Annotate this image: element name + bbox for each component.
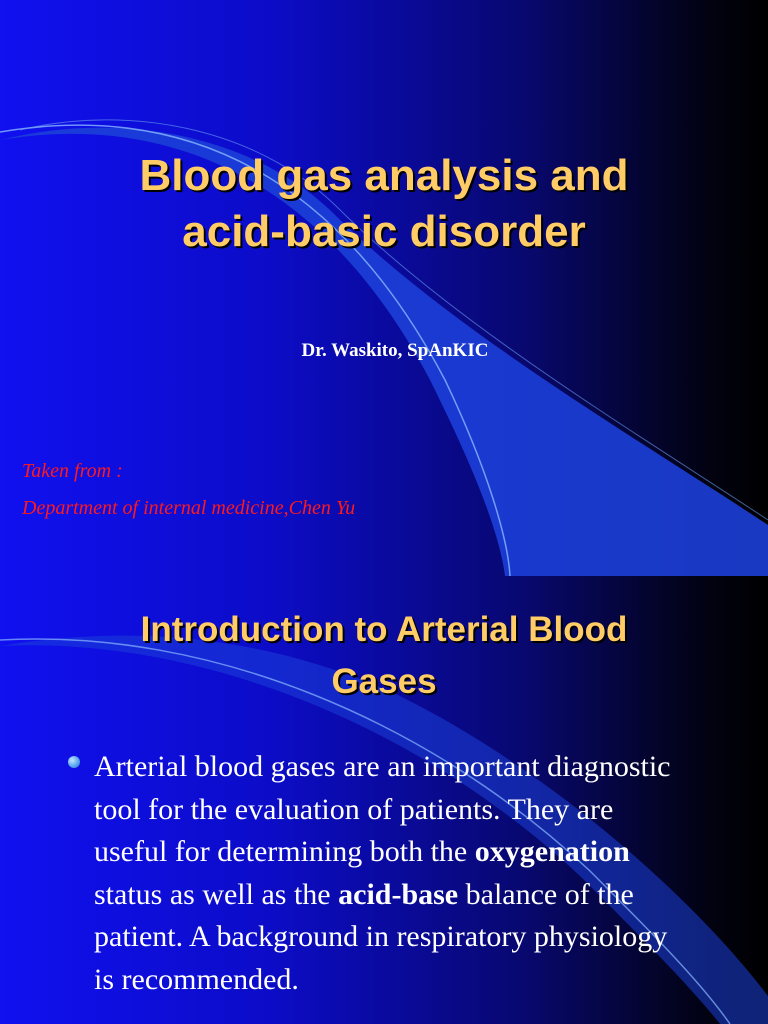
slide-2-title-line-2: Gases [331, 662, 437, 701]
slide-1-title-line-2: acid-basic disorder [182, 207, 586, 256]
author-name: Dr. Waskito, SpAnKIC [301, 340, 489, 361]
slide-2-title-line-1: Introduction to Arterial Blood [140, 610, 628, 649]
slide-2-title [0, 604, 768, 708]
bullet-dot-icon [68, 756, 80, 768]
bullet-text-1: Arterial blood gases are an important diagnostic tool for the evaluation of patients. They are useful for determining both the [94, 750, 671, 868]
credit-source-department: Department of internal medicine,Chen Yu [22, 497, 356, 519]
slide-1-title [0, 148, 768, 260]
bullet-bold-acid-base: acid-base [338, 877, 459, 911]
slide-1-title-line-1: Blood gas analysis and [139, 151, 629, 200]
bullet-text-2: status as well as the [94, 877, 339, 911]
bullet-paragraph [94, 746, 694, 1001]
slide-2 [0, 576, 768, 1024]
bullet-text-3: balance of the patient. A background in respiratory physiology is recommended. [94, 877, 668, 996]
bullet-bold-oxygenation: oxygenation [474, 835, 630, 868]
credit-source-label: Taken from : [22, 460, 123, 482]
